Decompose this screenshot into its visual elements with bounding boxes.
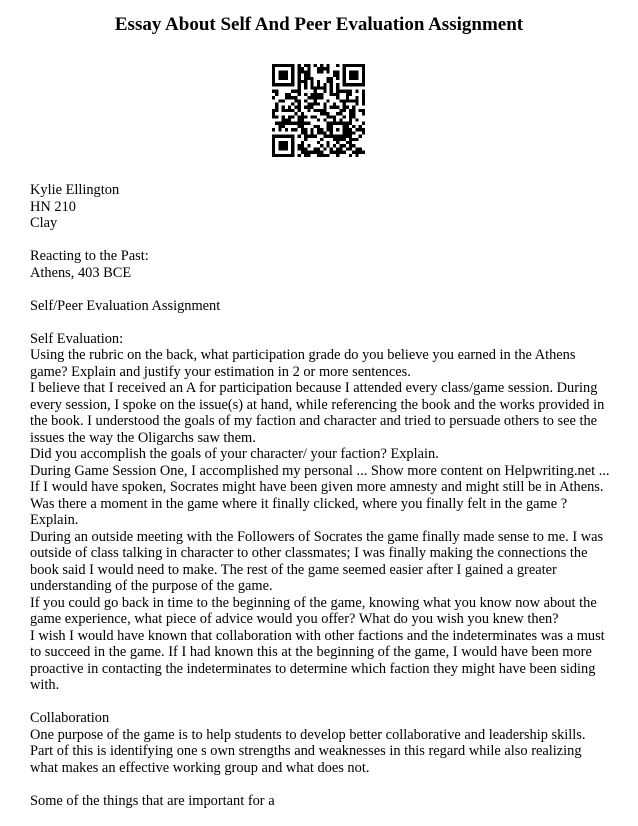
text-line: Clay [30, 215, 58, 231]
text-line: Did you accomplish the goals of your character/ your faction? Explain. [30, 446, 439, 462]
text-line: If I would have spoken, Socrates might have been given more amnesty and might still be in Athens. [30, 479, 604, 495]
text-line: Kylie Ellington [30, 182, 120, 198]
text-line: Using the rubric on the back, what participation grade do you believe you earned in the Athens game? Explain and justify your estimation in 2 or more sentences. [30, 347, 576, 380]
text-line: I believe that I received an A for participation because I attended every class/game session. During every session, I spoke on the issue(s) at hand, while referencing the book and the works provided in the book. I understood the goals of my faction and character and tried to persuade others to see the issues the way the Oligarchs saw them. [30, 380, 605, 446]
text-line: One purpose of the game is to help students to develop better collaborative and leadership skills. Part of this is identifying one s own strengths and weaknesses in this regard while also realizing what makes an effective working group and what does not. [30, 726, 586, 776]
text-line: During Game Session One, I accomplished my personal ... Show more content on Helpwriting.net ... [30, 462, 610, 479]
text-line: Was there a moment in the game where it finally clicked, where you finally felt in the game ? Explain. [30, 495, 568, 528]
text-line: Collaboration [30, 710, 110, 726]
text-line: Athens, 403 BCE [30, 264, 132, 281]
text-block [30, 298, 610, 315]
text-line: HN 210 [30, 198, 76, 215]
text-block [30, 182, 610, 232]
text-line: During an outside meeting with the Followers of Socrates the game finally made sense to me. I was outside of class talking in character to other classmates; I was finally making the connections the book said I would need to make. The rest of the game seemed easier after I gained a greater understanding of the purpose of the game. [30, 528, 604, 594]
text-line: Self/Peer Evaluation Assignment [30, 297, 221, 314]
text-line: Some of the things that are important for a [30, 792, 275, 809]
text-line: I wish I would have known that collaboration with other factions and the indeterminates was a must to succeed in the game. If I had known this at the beginning of the game, I would have been more proactive in contacting the indeterminates to determine which faction they might have been siding with. [30, 627, 605, 693]
essay-body [30, 182, 610, 809]
text-block [30, 710, 610, 776]
page-title: Essay About Self And Peer Evaluation Assignment [114, 14, 524, 35]
text-line: Self Evaluation: [30, 330, 124, 347]
text-block [30, 248, 610, 281]
text-block [30, 793, 610, 810]
qr-code-icon [272, 64, 365, 157]
text-block [30, 331, 610, 694]
text-line: If you could go back in time to the beginning of the game, knowing what you know now about the game experience, what piece of advice would you offer? What do you wish you knew then? [30, 594, 597, 627]
text-line: Reacting to the Past: [30, 248, 149, 264]
